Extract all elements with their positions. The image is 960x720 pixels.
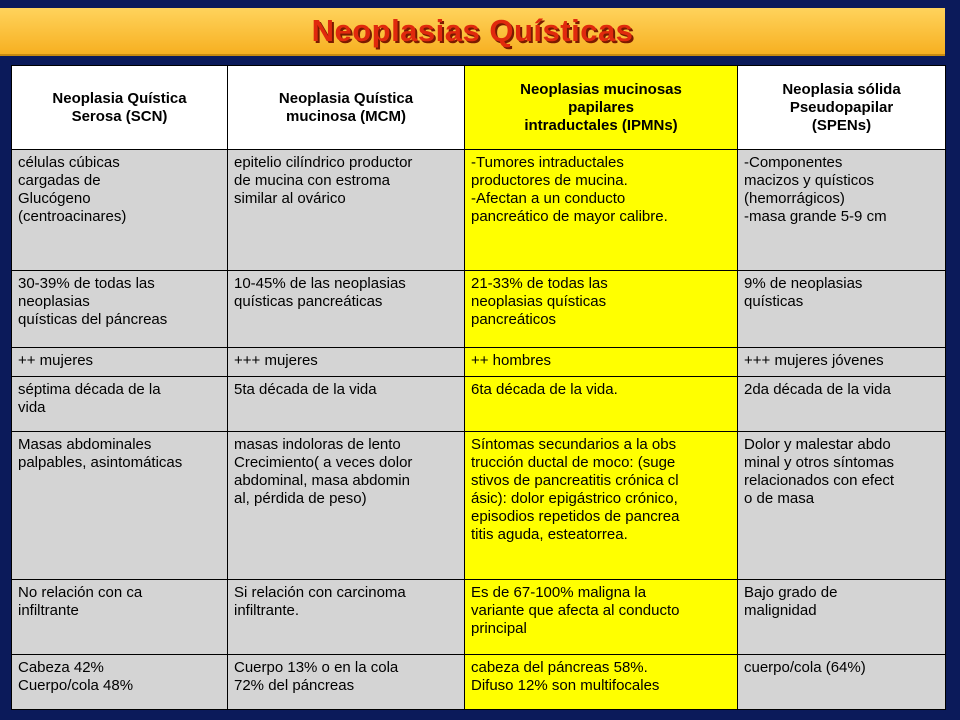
table-cell: 6ta década de la vida. <box>465 377 738 432</box>
table-cell: 2da década de la vida <box>738 377 946 432</box>
table-cell: +++ mujeres <box>228 348 465 377</box>
table-cell: Cuerpo 13% o en la cola 72% del páncreas <box>228 654 465 709</box>
table-row <box>12 150 946 271</box>
table-cell: cabeza del páncreas 58%. Difuso 12% son multifocales <box>465 654 738 709</box>
table-row <box>12 271 946 348</box>
header-scn: Neoplasia Quística Serosa (SCN) <box>12 66 228 150</box>
table-row <box>12 580 946 655</box>
table-row <box>12 654 946 709</box>
table-cell: -Componentes macizos y quísticos (hemorrágicos) -masa grande 5-9 cm <box>738 150 946 271</box>
table-cell: 10-45% de las neoplasias quísticas pancreáticas <box>228 271 465 348</box>
table-cell: 9% de neoplasias quísticas <box>738 271 946 348</box>
table-cell: -Tumores intraductales productores de mucina. -Afectan a un conducto pancreático de mayor calibre. <box>465 150 738 271</box>
table-cell: cuerpo/cola (64%) <box>738 654 946 709</box>
table-cell: Bajo grado de malignidad <box>738 580 946 655</box>
table-cell: 30-39% de todas las neoplasias quísticas del páncreas <box>12 271 228 348</box>
header-spen: Neoplasia sólida Pseudopapilar (SPENs) <box>738 66 946 150</box>
table-cell: masas indoloras de lento Crecimiento( a veces dolor abdominal, masa abdomin al, pérdida de peso) <box>228 432 465 580</box>
table-cell: No relación con ca infiltrante <box>12 580 228 655</box>
comparison-table <box>11 65 946 710</box>
header-ipmn: Neoplasias mucinosas papilares intraductales (IPMNs) <box>465 66 738 150</box>
table-row <box>12 348 946 377</box>
table-cell: +++ mujeres jóvenes <box>738 348 946 377</box>
table-cell: Masas abdominales palpables, asintomáticas <box>12 432 228 580</box>
table-cell: Dolor y malestar abdo minal y otros síntomas relacionados con efect o de masa <box>738 432 946 580</box>
table-row <box>12 377 946 432</box>
comparison-table-container <box>11 65 945 710</box>
table-row <box>12 432 946 580</box>
table-cell: epitelio cilíndrico productor de mucina con estroma similar al ovárico <box>228 150 465 271</box>
table-cell: 5ta década de la vida <box>228 377 465 432</box>
title-banner <box>0 8 945 56</box>
table-cell: Si relación con carcinoma infiltrante. <box>228 580 465 655</box>
table-cell: séptima década de la vida <box>12 377 228 432</box>
table-cell: Es de 67-100% maligna la variante que afecta al conducto principal <box>465 580 738 655</box>
table-cell: ++ hombres <box>465 348 738 377</box>
table-cell: células cúbicas cargadas de Glucógeno (centroacinares) <box>12 150 228 271</box>
header-mcm: Neoplasia Quística mucinosa (MCM) <box>228 66 465 150</box>
table-cell: Cabeza 42% Cuerpo/cola 48% <box>12 654 228 709</box>
table-cell: Síntomas secundarios a la obs trucción ductal de moco: (suge stivos de pancreatitis crónica cl ásic): dolor epigástrico crónico, episodios repetidos de pancrea titis aguda, esteatorrea. <box>465 432 738 580</box>
slide-title: Neoplasias Quísticas <box>311 13 634 48</box>
table-header-row <box>12 66 946 150</box>
table-cell: 21-33% de todas las neoplasias quísticas pancreáticos <box>465 271 738 348</box>
table-cell: ++ mujeres <box>12 348 228 377</box>
